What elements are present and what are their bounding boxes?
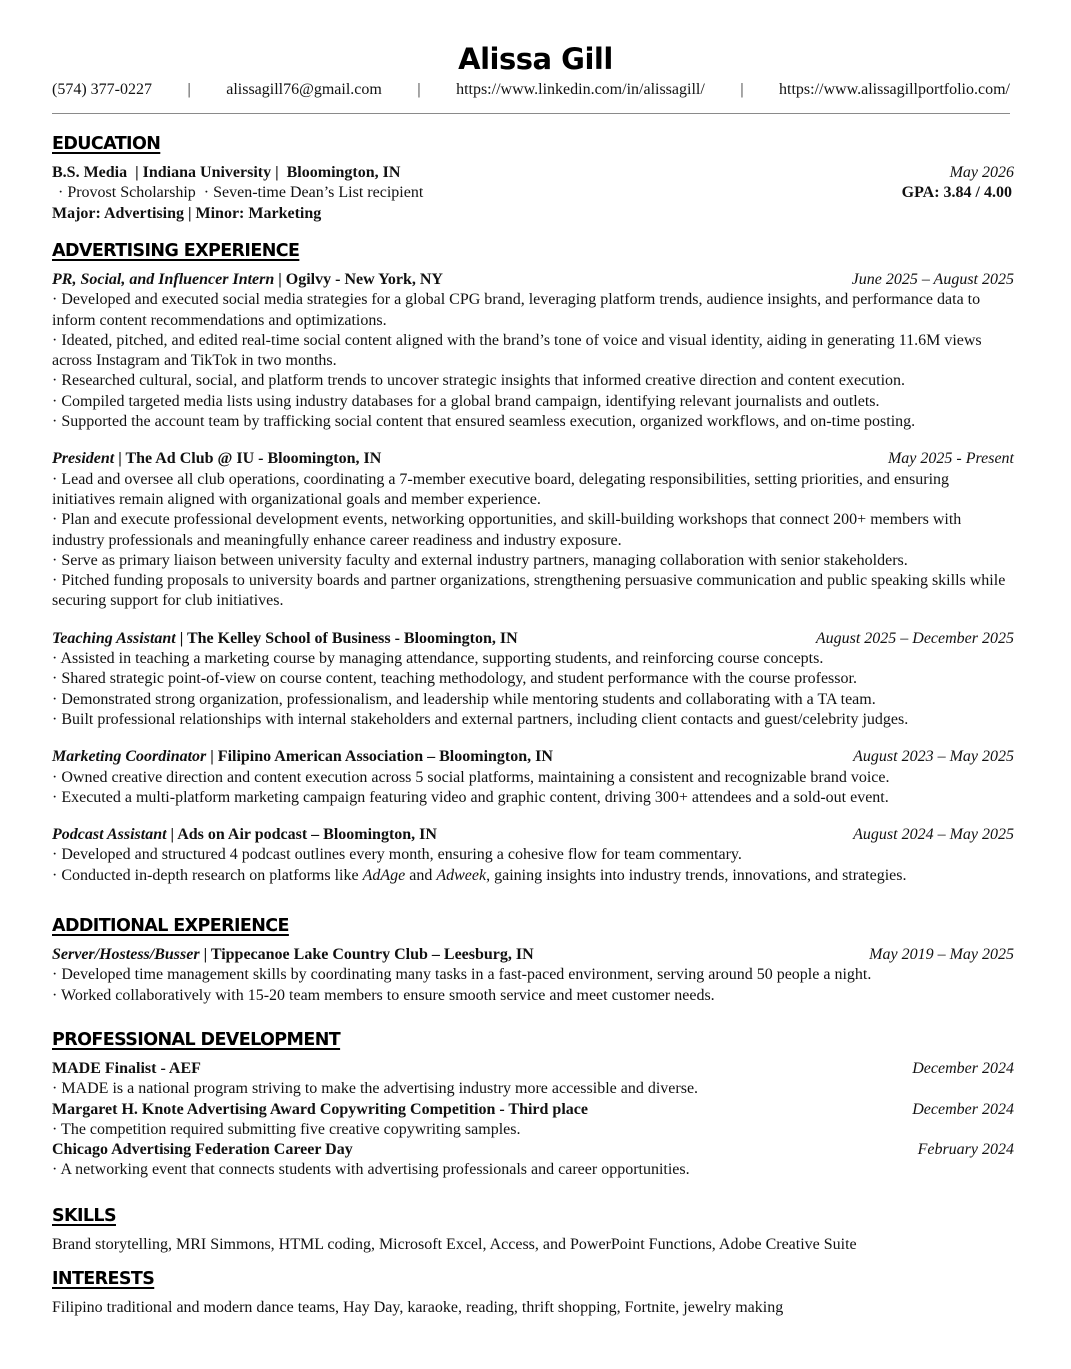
pd-entry-description: · The competition required submitting five creative copywriting samples. [52,1120,521,1138]
entry-header [52,449,1014,469]
separator: | [740,81,744,98]
contact-line [52,80,1010,100]
entry-date: August 2023 – May 2025 [853,748,1014,766]
entry-role [52,945,534,965]
education-section [52,133,1014,224]
entry-date: May 2025 - Present [887,450,1014,468]
entry-role [52,629,518,649]
role-title: Teaching Assistant [52,629,176,647]
role-title: PR, Social, and Influencer Intern [52,271,275,288]
experience-entry [52,825,1014,886]
entry-date: August 2025 – December 2025 [815,629,1014,647]
pd-entry-name: MADE Finalist - AEF [52,1060,201,1077]
pd-entry-name: Margaret H. Knote Advertising Award Copywriting Competition - Third place [52,1100,588,1118]
linkedin-link[interactable]: https://www.linkedin.com/in/alissagill/ [456,81,705,98]
bullet: · Assisted in teaching a marketing course by managing attendance, supporting students, and reinforcing course concepts. [52,650,824,668]
bullet-text: · Conducted in-depth research on platforms like [52,866,363,884]
entry-date: June 2025 – August 2025 [851,271,1014,288]
advertising-experience-section [52,240,1014,886]
bullet: · Worked collaboratively with 15-20 team members to ensure smooth service and meet customer needs. [52,986,715,1004]
entry-role [52,449,381,469]
publication-name: AdAge [362,866,406,884]
pd-entry-name: Chicago Advertising Federation Career Day [52,1141,353,1159]
experience-entry [52,629,1014,730]
experience-entry [52,270,1014,432]
experience-entry [52,747,1014,808]
organization: | Tippecanoe Lake Country Club – Leesburg, IN [199,946,534,963]
candidate-name: Alissa Gill [458,42,613,76]
bullet: · Plan and execute professional development events, networking opportunities, and skill-building workshops that connect 200+ members with industry professionals and meaningfully enhance career readiness and industry exposure. [52,511,962,549]
section-title: ADVERTISING EXPERIENCE [52,241,300,261]
bullet: · Shared strategic point-of-view on course content, teaching methodology, and student performance with the course professor. [52,670,857,688]
pd-entry-description: · MADE is a national program striving to make the advertising industry more accessible and diverse. [52,1080,699,1098]
bullet: · Lead and oversee all club operations, coordinating a 7-member executive board, delegating responsibilities, setting priorities, and ensuring initiatives remain aligned with organizational goals and member experience. [52,470,950,508]
experience-entry [52,449,1014,611]
pd-entry-date: December 2024 [912,1060,1014,1077]
major-minor: Major: Advertising | Minor: Marketing [52,204,322,222]
advertising-entries [52,270,1014,886]
separator: | [417,81,421,98]
entry-header [52,270,1014,290]
bullet: · Developed and executed social media strategies for a global CPG brand, leveraging platform trends, audience insights, and performance data to inform content recommendations and optimizations. [52,291,981,329]
bullet: · Serve as primary liaison between university faculty and external industry partners, managing collaboration with senior stakeholders. [52,551,908,569]
publication-name: Adweek [436,866,487,884]
pd-entry-date: February 2024 [917,1141,1014,1159]
organization: | Ads on Air podcast – Bloomington, IN [166,826,437,844]
bullet: · Developed time management skills by coordinating many tasks in a fast-paced environment, serving around 50 people a night. [52,966,872,984]
interests-section [52,1268,1014,1318]
role-title: President [52,450,115,468]
entry-header [52,825,1014,845]
section-title: EDUCATION [52,134,161,154]
bullet-text: and [405,866,437,884]
section-title: SKILLS [52,1206,116,1226]
additional-experience-section [52,915,1014,1006]
education-row [52,163,1014,183]
honors: · Provost Scholarship · Seven-time Dean’s List recipient [58,184,424,202]
organization: | The Kelley School of Business - Bloomington, IN [175,629,518,647]
professional-development-section [52,1029,1014,1181]
bullet-text: , gaining insights into industry trends, innovations, and strategies. [486,866,907,884]
entry-role [52,270,443,290]
bullet: · Researched cultural, social, and platform trends to uncover strategic insights that informed creative direction and content execution. [52,372,906,390]
portfolio-link[interactable]: https://www.alissagillportfolio.com/ [779,81,1010,98]
bullet: · Pitched funding proposals to university boards and partner organizations, strengthening persuasive communication and public speaking skills while securing support for club initiatives. [52,572,1006,610]
section-title: ADDITIONAL EXPERIENCE [52,916,289,936]
bullet: · Compiled targeted media lists using industry databases for a global brand campaign, identifying relevant journalists and outlets. [52,392,880,410]
skills-text: Brand storytelling, MRI Simmons, HTML coding, Microsoft Excel, Access, and PowerPoint Functions, Adobe Creative Suite [52,1236,857,1253]
header-divider [52,113,1010,114]
bullet: · Executed a multi-platform marketing campaign featuring video and graphic content, driving 300+ attendees and a sold-out event. [52,788,889,806]
bullet: · Ideated, pitched, and edited real-time social content aligned with the brand’s tone of voice and visual identity, aiding in generating 11.6M views across Instagram and TikTok in two months. [52,331,982,370]
organization: | The Ad Club @ IU - Bloomington, IN [114,450,382,468]
entry-header [52,629,1014,649]
entry-role [52,747,553,767]
education-date: May 2026 [949,164,1014,181]
bullet: · Supported the account team by trafficking social content that ensured seamless execution, organized workflows, and on-time posting. [52,413,916,431]
pd-entry-header [52,1059,1014,1079]
pd-entry-description: · A networking event that connects students with advertising professionals and career opportunities. [52,1161,690,1179]
entry-header [52,747,1014,767]
role-title: Marketing Coordinator [52,748,207,766]
entry-date: May 2019 – May 2025 [869,946,1014,963]
skills-section [52,1205,1014,1255]
education-honors-row [52,183,1014,203]
pd-entry-header [52,1140,1014,1160]
interests-text: Filipino traditional and modern dance teams, Hay Day, karaoke, reading, thrift shopping, Fortnite, jewelry making [52,1299,784,1316]
bullet: · Built professional relationships with internal stakeholders and external partners, including client contacts and guest/celebrity judges. [52,710,909,728]
professional-entries [52,1059,1014,1181]
email-address[interactable]: alissagill76@gmail.com [226,81,382,98]
entry-role [52,825,437,845]
pd-entry-header [52,1100,1014,1120]
degree: B.S. Media | Indiana University | Bloomington, IN [52,164,401,181]
role-title: Podcast Assistant [52,826,167,844]
bullet: · Developed and structured 4 podcast outlines every month, ensuring a cohesive flow for team commentary. [52,846,742,864]
section-title: PROFESSIONAL DEVELOPMENT [52,1030,341,1050]
role-title: Server/Hostess/Busser [52,946,200,963]
separator: | [187,81,191,98]
entry-date: August 2024 – May 2025 [853,826,1014,844]
section-title: INTERESTS [52,1269,155,1289]
entry-header [52,945,1014,965]
gpa: GPA: 3.84 / 4.00 [901,184,1012,202]
bullet: · Owned creative direction and content execution across 5 social platforms, maintaining a consistent and recognizable brand voice. [52,768,890,786]
bullet: · Demonstrated strong organization, professionalism, and leadership while mentoring students and collaborating with a TA team. [52,690,876,708]
pd-entry-date: December 2024 [912,1100,1014,1118]
organization: | Ogilvy - New York, NY [274,271,443,288]
bullet [52,866,1014,886]
organization: | Filipino American Association – Bloomington, IN [206,748,553,766]
phone-number: (574) 377-0227 [52,81,152,98]
